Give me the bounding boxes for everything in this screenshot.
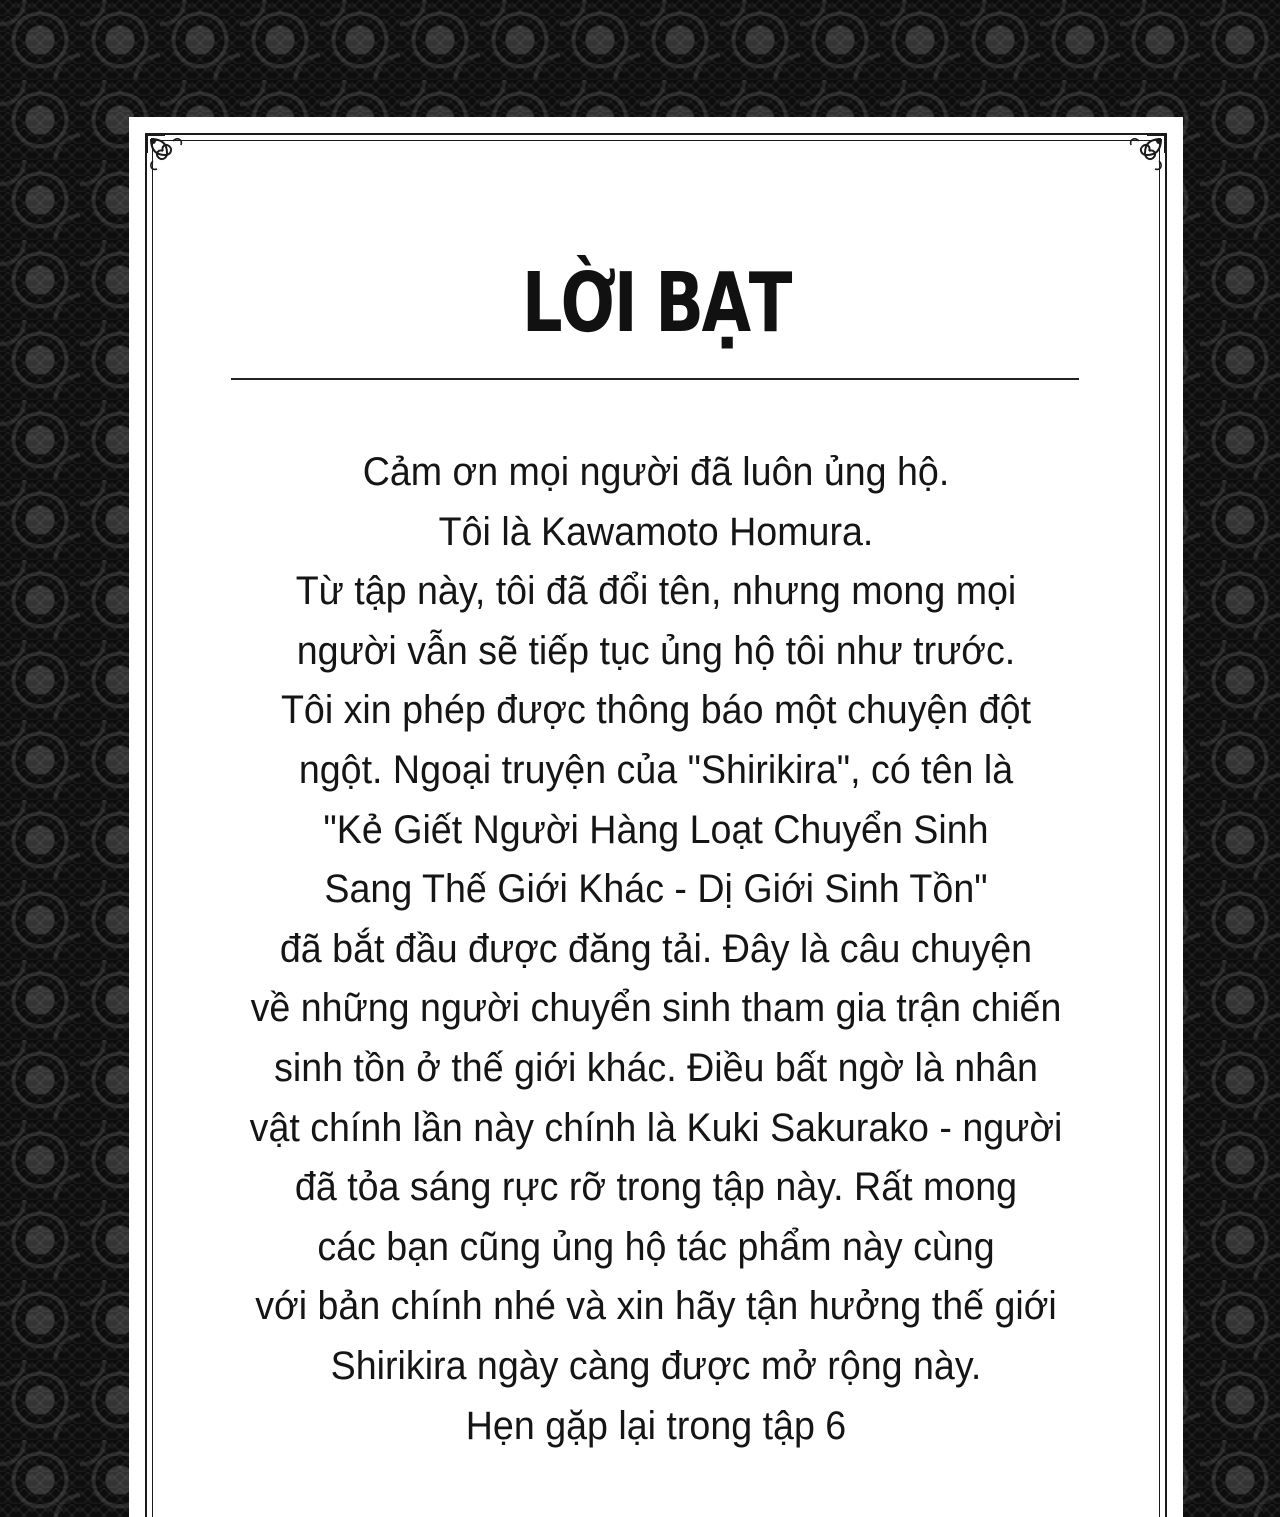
afterword-page (129, 117, 1183, 1517)
title-divider (231, 378, 1079, 380)
body-line: sinh tồn ở thế giới khác. Điều bất ngờ là nhân (274, 1045, 1038, 1090)
page-title: LỜI BẠT (521, 256, 791, 351)
body-line: người vẫn sẽ tiếp tục ủng hộ tôi như trước. (296, 628, 1016, 673)
corner-flourish-icon (143, 131, 199, 187)
body-line: về những người chuyển sinh tham gia trận chiến (250, 986, 1062, 1031)
corner-flourish-icon (1113, 131, 1169, 187)
body-line: vật chính lần này chính là Kuki Sakurako - người (249, 1105, 1063, 1150)
body-line: đã bắt đầu được đăng tải. Đây là câu chuyện (279, 926, 1033, 971)
body-line: Hẹn gặp lại trong tập 6 (465, 1403, 847, 1448)
afterword-body (169, 443, 1143, 1456)
body-line: "Kẻ Giết Người Hàng Loạt Chuyển Sinh (323, 807, 989, 852)
body-line: Sang Thế Giới Khác - Dị Giới Sinh Tồn" (324, 867, 988, 912)
body-line: Tôi là Kawamoto Homura. (438, 509, 874, 554)
body-line: Cảm ơn mọi người đã luôn ủng hộ. (362, 450, 950, 494)
body-line: với bản chính nhé và xin hãy tận hưởng thế giới (255, 1284, 1057, 1329)
body-line: ngột. Ngoại truyện của "Shirikira", có tên là (298, 747, 1014, 792)
body-line: Tôi xin phép được thông báo một chuyện đột (280, 688, 1032, 733)
body-line: Shirikira ngày càng được mở rộng này. (330, 1343, 982, 1388)
body-line: Từ tập này, tôi đã đổi tên, nhưng mong mọi (295, 569, 1017, 614)
body-line: đã tỏa sáng rực rỡ trong tập này. Rất mong (294, 1165, 1018, 1210)
body-line: các bạn cũng ủng hộ tác phẩm này cùng (317, 1224, 995, 1269)
